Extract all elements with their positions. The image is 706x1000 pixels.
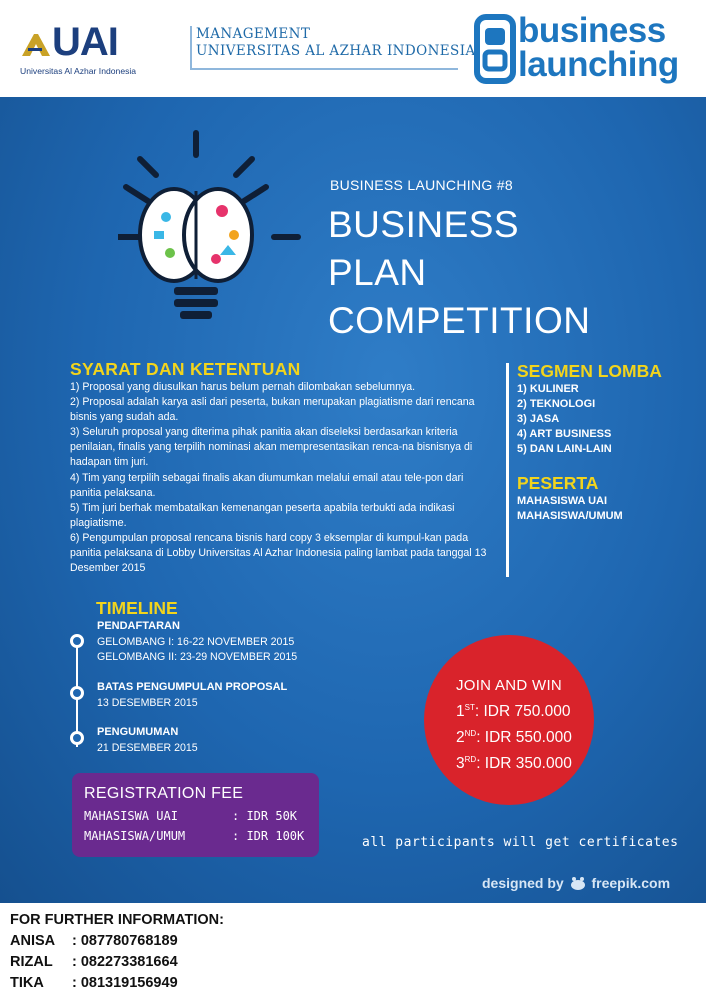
prize-item bbox=[456, 729, 572, 747]
terms-list bbox=[70, 380, 490, 576]
timeline-line-text: 21 DESEMBER 2015 bbox=[97, 742, 198, 754]
certificates-note: all participants will get certificates bbox=[362, 835, 679, 850]
prize-item bbox=[456, 755, 572, 773]
registration-fee: : IDR 100K bbox=[232, 829, 305, 843]
contact-phone: : 087780768189 bbox=[72, 933, 178, 949]
contact-row bbox=[10, 954, 178, 970]
peserta-title: PESERTA bbox=[517, 473, 599, 493]
credit-brand: freepik.com bbox=[591, 875, 671, 891]
registration-fee: : IDR 50K bbox=[232, 809, 298, 823]
prize-rank: 3 bbox=[456, 755, 465, 773]
timeline-line-text: 13 DESEMBER 2015 bbox=[97, 697, 198, 709]
registration-label: MAHASISWA UAI bbox=[84, 809, 178, 823]
info-title: FOR FURTHER INFORMATION: bbox=[10, 912, 224, 928]
registration-title: REGISTRATION FEE bbox=[84, 785, 244, 802]
event-kicker: BUSINESS LAUNCHING #8 bbox=[330, 177, 513, 193]
timeline-heading: BATAS PENGUMPULAN PROPOSAL bbox=[97, 681, 288, 693]
uai-logo bbox=[20, 20, 190, 80]
freepik-logo-icon bbox=[568, 876, 588, 890]
prize-amount: : IDR 550.000 bbox=[476, 729, 572, 747]
registration-box bbox=[72, 773, 319, 857]
contact-phone: : 081319156949 bbox=[72, 975, 178, 991]
terms-title: SYARAT DAN KETENTUAN bbox=[70, 359, 301, 379]
credit-prefix: designed by bbox=[482, 875, 564, 891]
registration-label: MAHASISWA/UMUM bbox=[84, 829, 186, 843]
business-launching-logo bbox=[474, 12, 694, 88]
terms-item: 5) Tim juri berhak membatalkan kemenangan peserta apabila terbukti ada indikasi plagiatisme. bbox=[70, 501, 455, 529]
timeline-dot bbox=[70, 731, 84, 745]
segmen-title: SEGMEN LOMBA bbox=[517, 361, 662, 381]
timeline-line-text: GELOMBANG II: 23-29 NOVEMBER 2015 bbox=[97, 651, 298, 663]
prize-item bbox=[456, 703, 571, 721]
peserta-list bbox=[517, 494, 623, 524]
segmen-item: 3) JASA bbox=[517, 413, 560, 425]
contact-phone: : 082273381664 bbox=[72, 954, 178, 970]
contact-name: ANISA bbox=[10, 933, 56, 949]
poster bbox=[0, 97, 706, 903]
segmen-item: 4) ART BUSINESS bbox=[517, 428, 612, 440]
prize-rank-suffix: ST bbox=[464, 703, 475, 712]
brand-line2: launching bbox=[518, 45, 679, 84]
business-launching-mark-icon bbox=[474, 14, 516, 84]
prize-amount: : IDR 350.000 bbox=[476, 755, 572, 773]
designer-credit bbox=[482, 875, 670, 891]
timeline-heading: PENDAFTARAN bbox=[97, 620, 180, 632]
uai-emblem-icon bbox=[20, 30, 50, 60]
timeline-heading: PENGUMUMAN bbox=[97, 726, 179, 738]
event-title: BUSINESS PLAN COMPETITION bbox=[328, 204, 591, 341]
contact-row bbox=[10, 933, 178, 949]
prize-amount: : IDR 750.000 bbox=[474, 703, 571, 721]
terms-item: 1) Proposal yang diusulkan harus belum pernah dilombakan sebelumnya. bbox=[70, 381, 416, 393]
management-line2: UNIVERSITAS AL AZHAR INDONESIA bbox=[196, 43, 476, 59]
terms-item: 6) Pengumpulan proposal rencana bisnis hard copy 3 eksemplar di kumpul-kan pada panitia pelaksana di Lobby Universitas Al Azhar Indonesia paling lambat pada tanggal 13 Desember 2015 bbox=[70, 531, 487, 575]
peserta-item: MAHASISWA UAI bbox=[517, 495, 608, 507]
uai-subtitle: Universitas Al Azhar Indonesia bbox=[20, 66, 137, 76]
management-block bbox=[190, 26, 476, 70]
terms-item: 3) Seluruh proposal yang diterima pihak panitia akan diseleksi berdasarkan kriteria penilaian, finalis yang terpilih nominasi akan mempresentasikan renca-na bisnisnya di hadapan tim juri. bbox=[70, 426, 473, 469]
prize-circle bbox=[424, 635, 594, 805]
prize-rank-suffix: RD bbox=[464, 755, 477, 764]
management-line1: MANAGEMENT bbox=[196, 26, 311, 42]
contact-row bbox=[10, 975, 178, 991]
timeline-dot bbox=[70, 686, 84, 700]
prize-rank: 2 bbox=[456, 729, 465, 747]
segmen-list bbox=[517, 382, 612, 457]
segmen-item: 5) DAN LAIN-LAIN bbox=[517, 443, 612, 455]
brain-lightbulb-icon bbox=[118, 127, 308, 322]
terms-item: 2) Proposal adalah karya asli dari peserta, bukan merupakan plagiatisme dari rencana bisnis yang sudah ada. bbox=[70, 396, 475, 424]
footer bbox=[0, 903, 706, 1000]
prize-rank-suffix: ND bbox=[464, 729, 477, 738]
timeline-title: TIMELINE bbox=[96, 598, 178, 618]
section-divider bbox=[506, 363, 509, 577]
contact-name: RIZAL bbox=[10, 954, 53, 970]
brand-line1: business bbox=[518, 11, 666, 50]
registration-row bbox=[84, 829, 305, 843]
segmen-item: 2) TEKNOLOGI bbox=[517, 398, 596, 410]
header bbox=[0, 0, 706, 97]
prize-rank: 1 bbox=[456, 703, 465, 721]
contact-name: TIKA bbox=[10, 975, 44, 991]
timeline-line-text: GELOMBANG I: 16-22 NOVEMBER 2015 bbox=[97, 636, 295, 648]
uai-name: UAI bbox=[52, 20, 118, 64]
segmen-item: 1) KULINER bbox=[517, 383, 579, 395]
prize-title: JOIN AND WIN bbox=[455, 677, 563, 694]
terms-item: 4) Tim yang terpilih sebagai finalis akan diumumkan melalui email atau tele-pon dari panitia pelaksana. bbox=[70, 471, 464, 499]
timeline-dot bbox=[70, 634, 84, 648]
registration-row bbox=[84, 809, 298, 823]
peserta-item: MAHASISWA/UMUM bbox=[517, 510, 623, 522]
